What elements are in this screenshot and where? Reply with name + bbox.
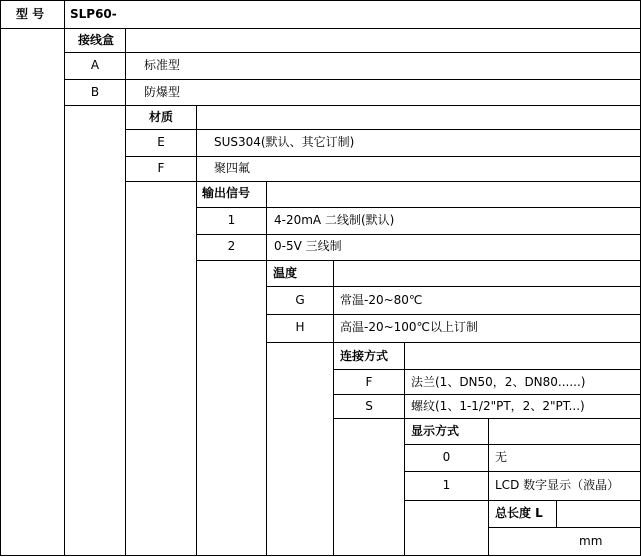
material-code-e: E — [157, 135, 165, 149]
junction-box-title: 接线盒 — [78, 33, 115, 47]
material-desc-f: 聚四氟 — [214, 161, 251, 175]
temperature-desc-g: 常温-20~80℃ — [340, 293, 423, 307]
output-signal-desc-2: 0-5V 三线制 — [274, 239, 342, 253]
output-signal-code-1: 1 — [227, 213, 236, 227]
material-code-f: F — [157, 161, 165, 175]
total-length-title: 总长度 L — [495, 506, 543, 520]
junction-box-desc-a: 标准型 — [144, 58, 181, 72]
material-desc-e: SUS304(默认、其它订制) — [214, 135, 355, 149]
output-signal-title: 输出信号 — [202, 186, 251, 200]
display-code-0: 0 — [442, 450, 451, 464]
model-value: SLP60- — [70, 7, 117, 21]
output-signal-desc-1: 4-20mA 二线制(默认) — [274, 213, 395, 227]
display-desc-1: LCD 数字显示（液晶） — [495, 478, 620, 492]
temperature-title: 温度 — [273, 266, 298, 280]
junction-box-desc-b: 防爆型 — [144, 85, 181, 99]
total-length-unit: mm — [579, 534, 603, 548]
model-label: 型 号 — [16, 7, 45, 21]
display-desc-0: 无 — [495, 450, 508, 464]
temperature-code-h: H — [295, 320, 305, 334]
junction-box-code-b: B — [90, 85, 100, 99]
material-title: 材质 — [149, 110, 174, 124]
temperature-code-g: G — [295, 293, 305, 307]
connection-code-f: F — [365, 375, 373, 389]
display-title: 显示方式 — [411, 424, 460, 438]
output-signal-code-2: 2 — [227, 239, 236, 253]
connection-desc-f: 法兰(1、DN50，2、DN80......) — [411, 375, 586, 389]
display-code-1: 1 — [442, 478, 451, 492]
connection-code-s: S — [365, 399, 373, 413]
temperature-desc-h: 高温-20~100℃以上订制 — [340, 320, 479, 334]
connection-title: 连接方式 — [340, 349, 389, 363]
junction-box-code-a: A — [90, 58, 100, 72]
connection-desc-s: 螺纹(1、1-1/2"PT，2、2"PT...) — [411, 399, 585, 413]
